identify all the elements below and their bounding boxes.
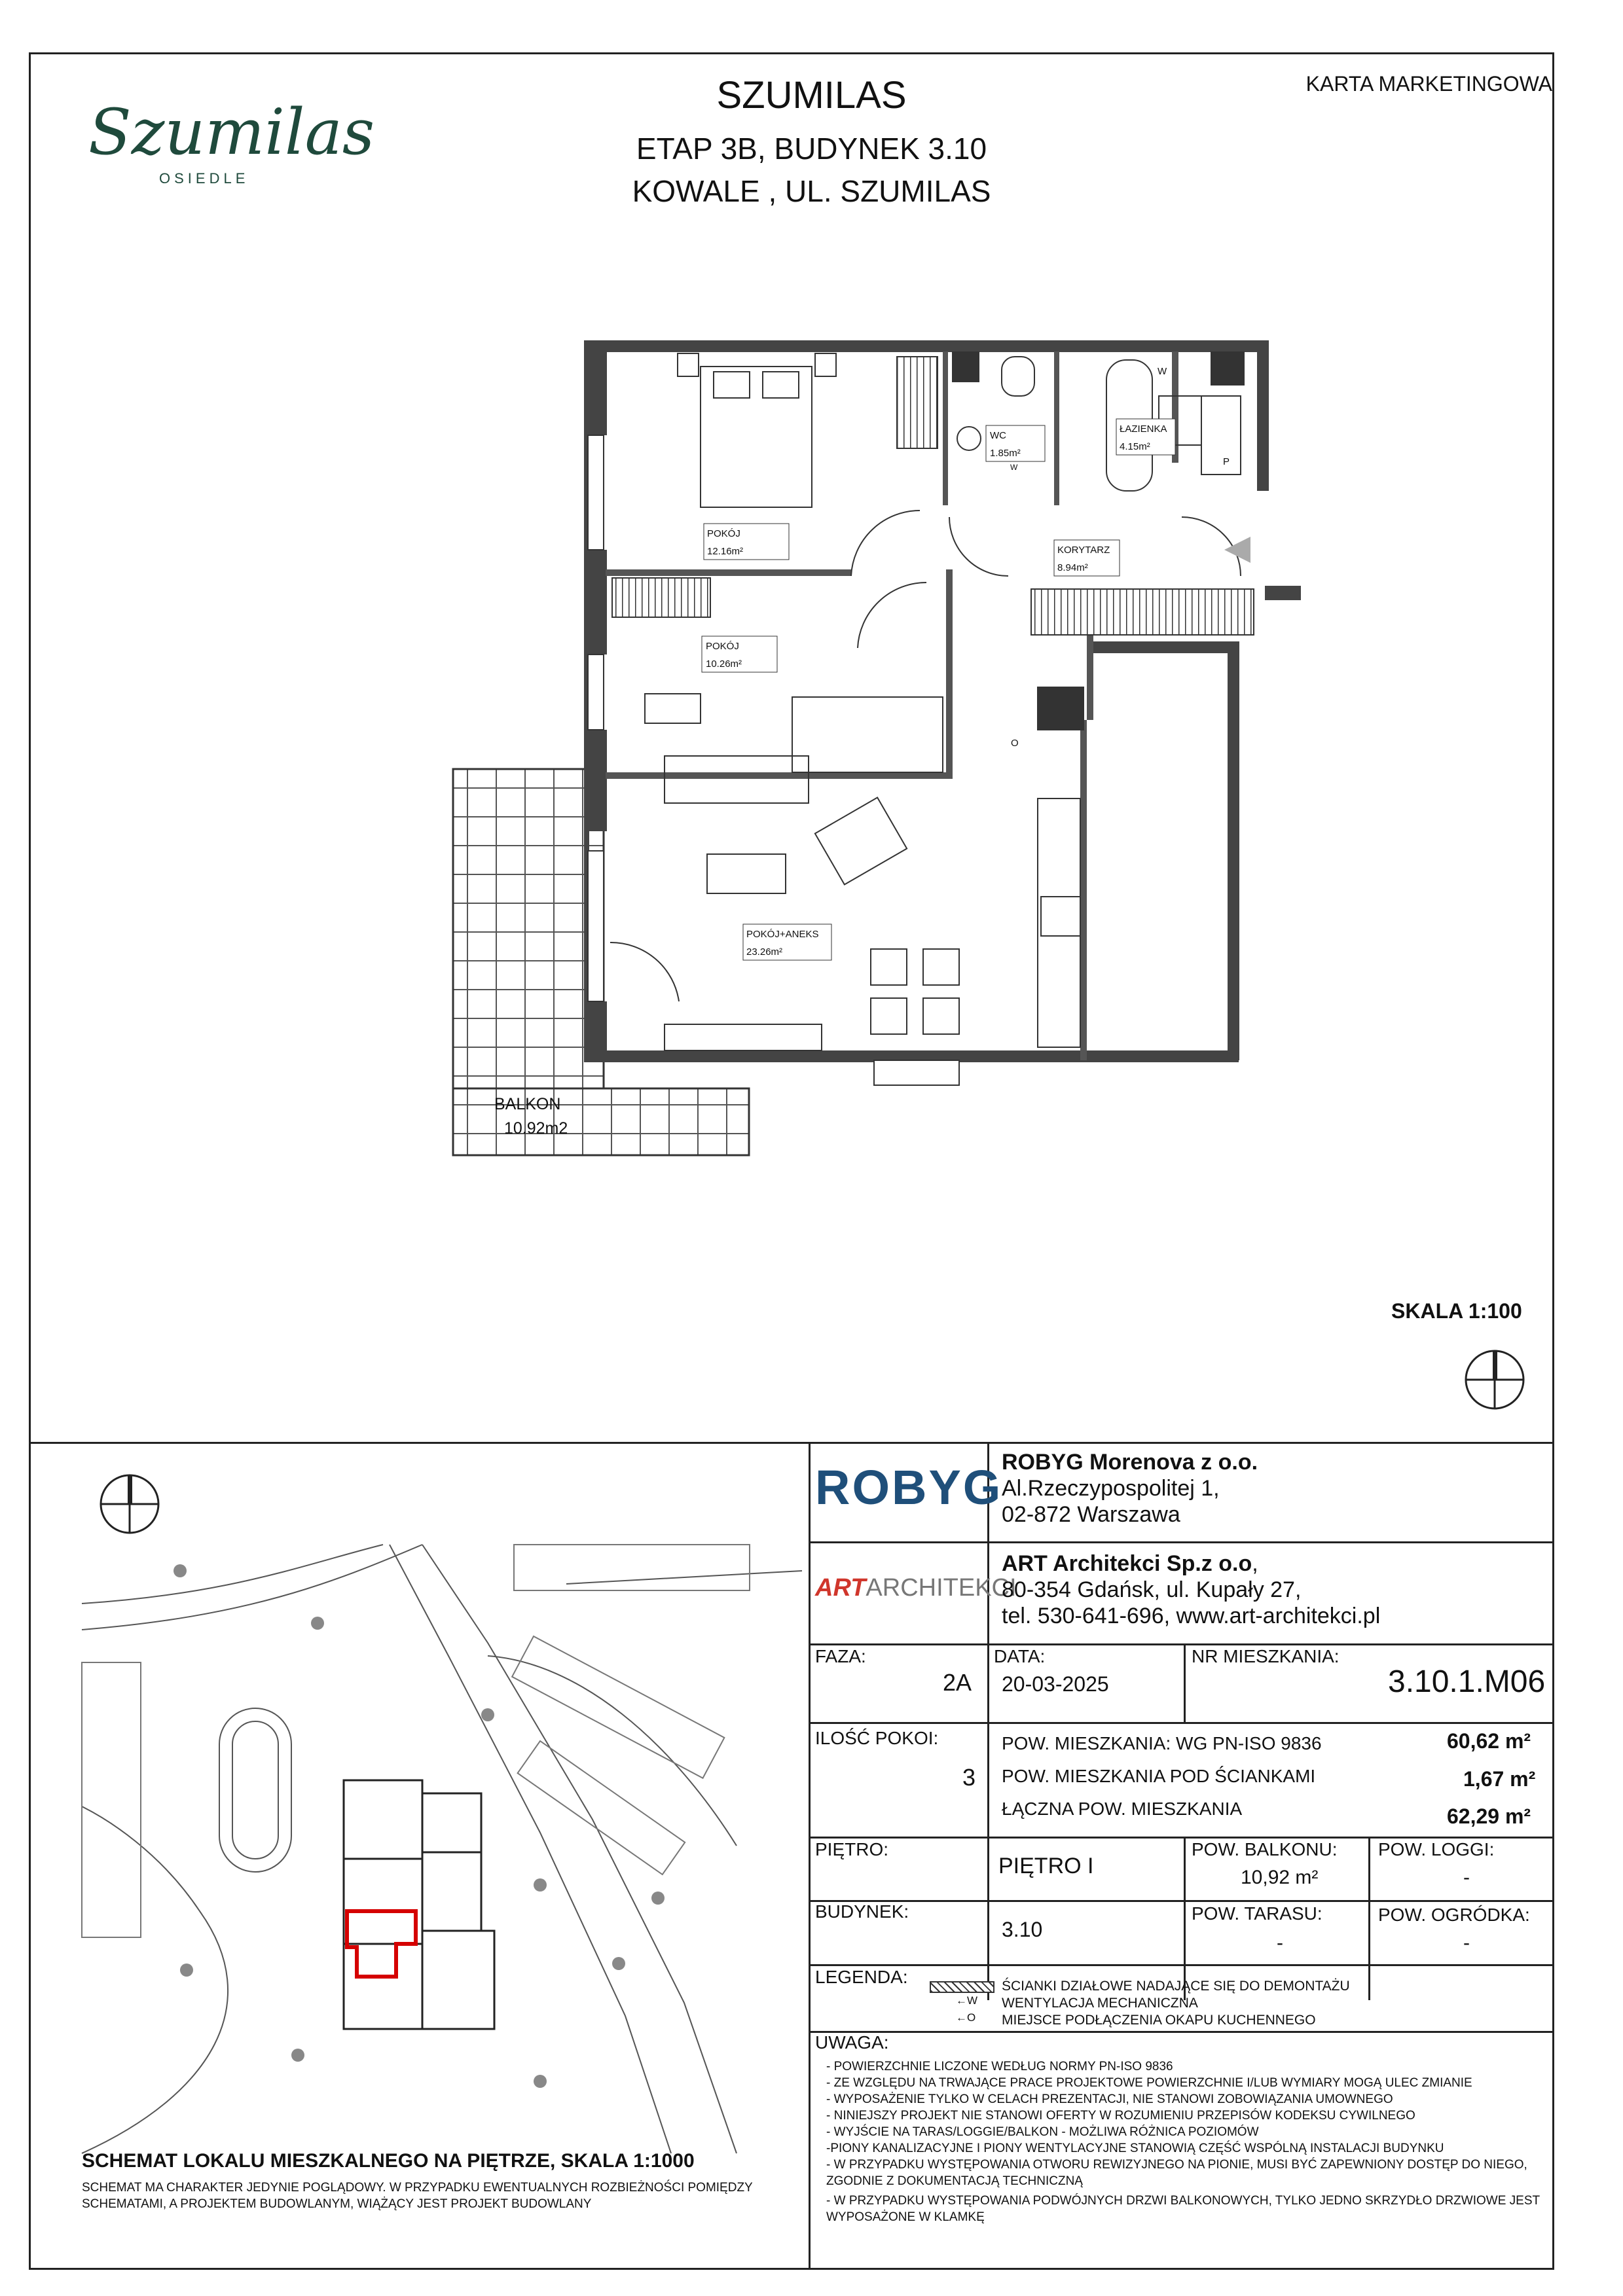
pietro-label: PIĘTRO: bbox=[815, 1839, 889, 1859]
pow3-value: 62,29 m² bbox=[1447, 1804, 1531, 1828]
art-logo-art: ART bbox=[815, 1574, 866, 1602]
legend-hood-icon: ←O bbox=[956, 2011, 976, 2024]
architect-name-line bbox=[1002, 1551, 1258, 1577]
room-area-lazienka: 4.15m² bbox=[1120, 441, 1150, 452]
balcony-area-label: 10.92m2 bbox=[504, 1119, 568, 1138]
uwaga-item: ZGODNIE Z DOKUMENTACJĄ TECHNICZNĄ bbox=[826, 2174, 1083, 2188]
nr-label: NR MIESZKANIA: bbox=[1192, 1646, 1340, 1666]
room-label-wc: WC bbox=[990, 430, 1006, 441]
site-caption: SCHEMAT LOKALU MIESZKALNEGO NA PIĘTRZE, SKALA 1:1000 bbox=[82, 2150, 695, 2172]
investor-street: Al.Rzeczypospolitej 1, bbox=[1002, 1476, 1220, 1501]
taras-label: POW. TARASU: bbox=[1192, 1903, 1322, 1924]
site-disclaimer-2: SCHEMATAMI, A PROJEKTEM BUDOWLANYM, WIĄŻĄCY JEST PROJEKT BUDOWLANY bbox=[82, 2197, 592, 2211]
project-address: KOWALE , UL. SZUMILAS bbox=[632, 174, 991, 208]
legend-label: LEGENDA: bbox=[815, 1967, 908, 1987]
vent-w-label: W bbox=[1158, 366, 1167, 377]
ogrodek-label: POW. OGRÓDKA: bbox=[1378, 1905, 1530, 1925]
project-title: SZUMILAS bbox=[716, 74, 907, 117]
project-subtitle: ETAP 3B, BUDYNEK 3.10 bbox=[636, 132, 987, 166]
uwaga-item: - WYJŚCIE NA TARAS/LOGGIE/BALKON - MOŻLIWA RÓŻNICA POZIOMÓW bbox=[826, 2125, 1259, 2139]
scale-label: SKALA 1:100 bbox=[1391, 1299, 1522, 1323]
data-label: DATA: bbox=[994, 1646, 1046, 1666]
architect-name: ART Architekci Sp.z o.o bbox=[1002, 1551, 1252, 1576]
p-label: P bbox=[1223, 456, 1230, 467]
room-label-pokoj-1: POKÓJ bbox=[707, 528, 740, 539]
pokoje-value: 3 bbox=[962, 1764, 976, 1791]
pow2-value: 1,67 m² bbox=[1463, 1767, 1536, 1791]
room-area-pokoj-1: 12.16m² bbox=[707, 546, 744, 557]
card-type: KARTA MARKETINGOWA bbox=[1305, 72, 1552, 96]
room-label-pokoj-2: POKÓJ bbox=[706, 641, 739, 652]
site-plan-map bbox=[82, 1545, 802, 2153]
investor-city: 02-872 Warszawa bbox=[1002, 1502, 1180, 1527]
building-blocks bbox=[344, 1780, 494, 2029]
logo-script-text: Szumilas bbox=[88, 96, 375, 169]
taras-value: - bbox=[1277, 1932, 1283, 1954]
faza-label: FAZA: bbox=[815, 1646, 866, 1666]
uwaga-item: - WYPOSAŻENIE TYLKO W CELACH PREZENTACJI, NIE STANOWI ZOBOWIĄZANIA UMOWNEGO bbox=[826, 2092, 1393, 2106]
faza-value: 2A bbox=[943, 1669, 972, 1696]
pow3-label: ŁĄCZNA POW. MIESZKANIA bbox=[1002, 1799, 1243, 1819]
uwaga-label: UWAGA: bbox=[815, 2032, 889, 2053]
robyg-logo: ROBYG bbox=[815, 1460, 1003, 1515]
budynek-label: BUDYNEK: bbox=[815, 1901, 909, 1922]
pokoje-label: ILOŚĆ POKOI: bbox=[815, 1728, 939, 1748]
site-north-arrow-icon bbox=[98, 1473, 161, 1535]
architect-name-comma: , bbox=[1252, 1551, 1258, 1576]
uwaga-item: -PIONY KANALIZACYJNE I PIONY WENTYLACYJNE STANOWIĄ CZĘŚĆ WSPÓLNĄ INSTALACJI BUDYNKU bbox=[826, 2142, 1444, 2155]
uwaga-item: - W PRZYPADKU WYSTĘPOWANIA OTWORU REWIZYJNEGO NA PIONIE, MUSI BYĆ ZAPEWNIONY DOSTĘP DO NIEGO, bbox=[826, 2158, 1527, 2172]
uwaga-item: - NINIEJSZY PROJEKT NIE STANOWI OFERTY W ROZUMIENIU PRZEPISÓW KODEKSU CYWILNEGO bbox=[826, 2109, 1415, 2123]
north-arrow-icon bbox=[1463, 1348, 1526, 1411]
budynek-value: 3.10 bbox=[1002, 1918, 1043, 1941]
room-label-pokoj-aneks: POKÓJ+ANEKS bbox=[746, 929, 819, 940]
loggia-value: - bbox=[1463, 1867, 1470, 1888]
logo-sub-text: OSIEDLE bbox=[159, 170, 249, 187]
pow1-value: 60,62 m² bbox=[1447, 1729, 1531, 1753]
room-label-lazienka: ŁAZIENKA bbox=[1120, 423, 1167, 435]
nr-value: 3.10.1.M06 bbox=[1388, 1664, 1546, 1699]
room-label-korytarz: KORYTARZ bbox=[1057, 545, 1110, 556]
balcony-label: BALKON bbox=[494, 1095, 561, 1113]
legend-item-2: WENTYLACJA MECHANICZNA bbox=[1002, 1996, 1198, 2011]
balkon-label: POW. BALKONU: bbox=[1192, 1839, 1338, 1859]
uwaga-item: - POWIERZCHNIE LICZONE WEDŁUG NORMY PN-ISO 9836 bbox=[826, 2060, 1173, 2073]
room-area-korytarz: 8.94m² bbox=[1057, 562, 1088, 573]
ogrodek-value: - bbox=[1463, 1932, 1470, 1954]
art-logo bbox=[815, 1574, 1017, 1602]
room-area-pokoj-2: 10.26m² bbox=[706, 658, 742, 670]
legend-item-1: ŚCIANKI DZIAŁOWE NADAJĄCE SIĘ DO DEMONTAŻU bbox=[1002, 1979, 1350, 1994]
investor-name: ROBYG Morenova z o.o. bbox=[1002, 1450, 1258, 1475]
legend-hatch-icon bbox=[930, 1981, 994, 1993]
uwaga-item: WYPOSAŻONE W KLAMKĘ bbox=[826, 2210, 985, 2224]
art-logo-rest: ARCHITEKCI bbox=[866, 1574, 1017, 1602]
balkon-value: 10,92 m² bbox=[1241, 1867, 1319, 1888]
legend-item-3: MIEJSCE PODŁĄCZENIA OKAPU KUCHENNEGO bbox=[1002, 2013, 1316, 2028]
architect-contact: tel. 530-641-696, www.art-architekci.pl bbox=[1002, 1604, 1381, 1628]
pow2-label: POW. MIESZKANIA POD ŚCIANKAMI bbox=[1002, 1766, 1316, 1786]
site-disclaimer-1: SCHEMAT MA CHARAKTER JEDYNIE POGLĄDOWY. W PRZYPADKU EWENTUALNYCH ROZBIEŻNOŚCI POMIĘDZY bbox=[82, 2181, 753, 2195]
room-area-pokoj-aneks: 23.26m² bbox=[746, 946, 783, 958]
legend-vent-icon: ←W bbox=[956, 1994, 978, 2007]
pow1-label: POW. MIESZKANIA: WG PN-ISO 9836 bbox=[1002, 1733, 1322, 1753]
vent-w-plan-label: W bbox=[1010, 463, 1018, 472]
loggia-label: POW. LOGGI: bbox=[1378, 1839, 1495, 1859]
legend-vent-sym: W bbox=[967, 1994, 978, 2007]
room-area-wc: 1.85m² bbox=[990, 448, 1021, 459]
uwaga-item: - ZE WZGLĘDU NA TRWAJĄCE PRACE PROJEKTOWE POWIERZCHNIE I/LUB WYMIARY MOGĄ ULEC ZMIANIE bbox=[826, 2076, 1472, 2090]
hood-o-label: O bbox=[1011, 738, 1019, 749]
architect-street: 80-354 Gdańsk, ul. Kupały 27, bbox=[1002, 1577, 1302, 1602]
data-value: 20-03-2025 bbox=[1002, 1672, 1109, 1696]
uwaga-item: - W PRZYPADKU WYSTĘPOWANIA PODWÓJNYCH DRZWI BALKONOWYCH, TYLKO JEDNO SKRZYDŁO DRZWIOWE JEST bbox=[826, 2194, 1541, 2208]
pietro-value: PIĘTRO I bbox=[998, 1854, 1094, 1878]
interior-walls bbox=[606, 351, 1178, 1060]
floor-plan bbox=[439, 327, 1303, 1198]
legend-hood-sym: O bbox=[967, 2011, 976, 2024]
